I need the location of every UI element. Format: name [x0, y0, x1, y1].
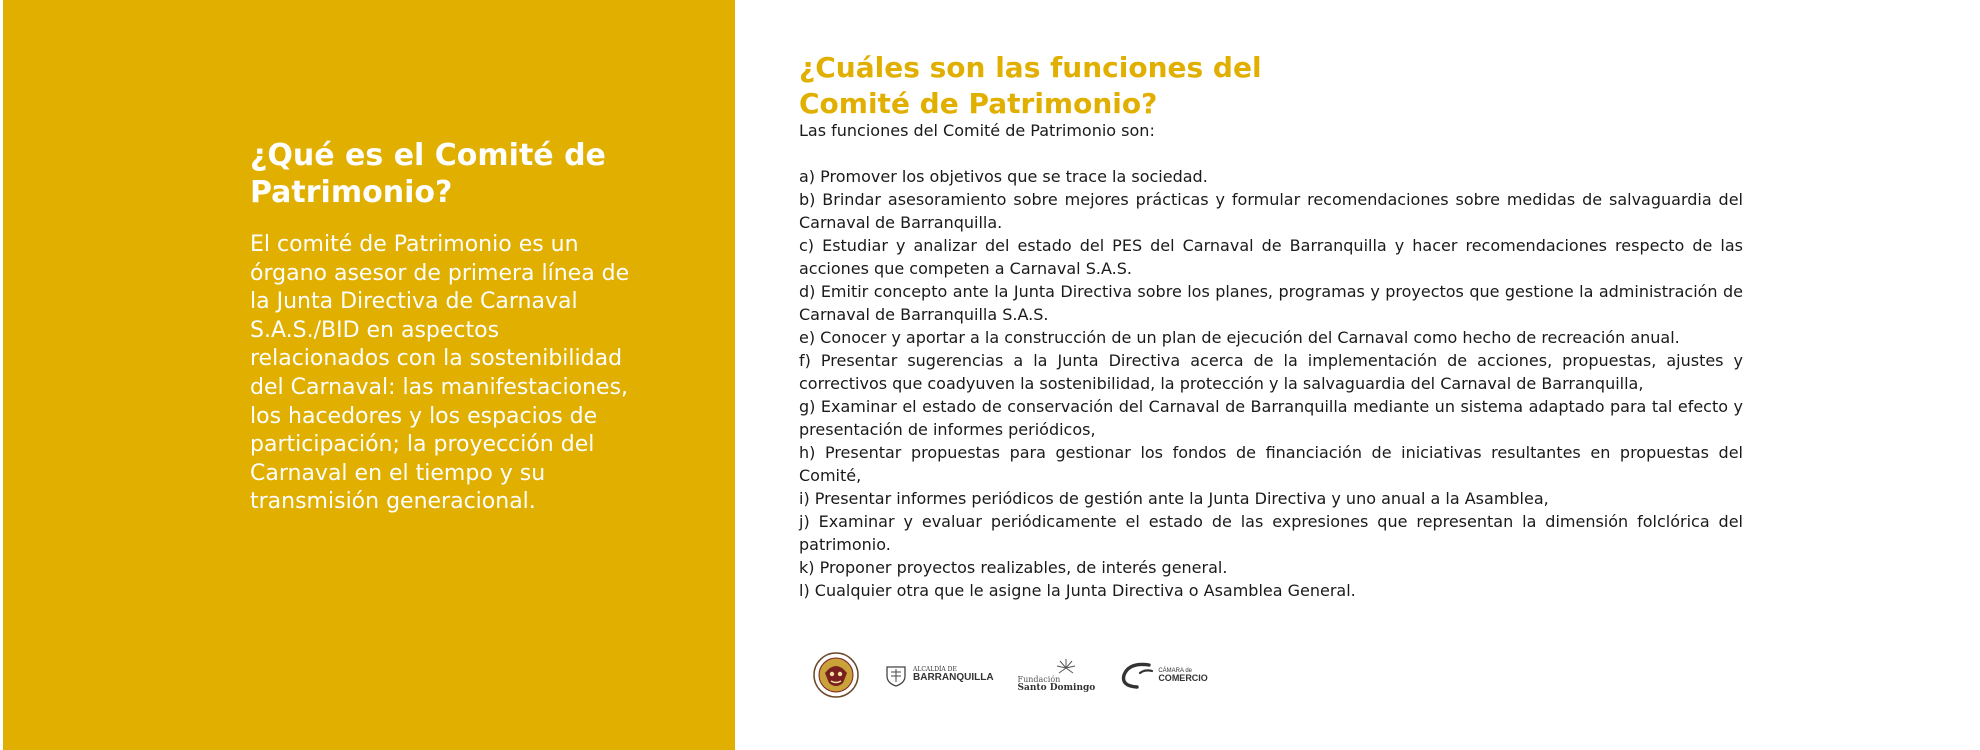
functions-title: ¿Cuáles son las funciones del Comité de Patrimonio?	[799, 51, 1262, 120]
carnaval-logo	[812, 651, 860, 699]
left-title: ¿Qué es el Comité de Patrimonio?	[250, 138, 606, 210]
function-item-i: i) Presentar informes periódicos de gestión ante la Junta Directiva y uno anual a la Asamblea,	[799, 489, 1549, 508]
fundacion-main-text: Santo Domingo	[1017, 682, 1096, 693]
swoosh-icon	[1119, 660, 1155, 690]
alcaldia-logo	[884, 663, 994, 687]
carnaval-emblem-icon	[812, 651, 860, 699]
function-item-j: j) Examinar y evaluar periódicamente el estado de las expresiones que representan la dimensión folclórica del patrimonio.	[799, 512, 1743, 554]
camara-top-text: CÁMARA de	[1158, 667, 1192, 674]
function-item-b: b) Brindar asesoramiento sobre mejores prácticas y formular recomendaciones sobre medidas de salvaguardia del Carnaval de Barranquilla.	[799, 190, 1743, 232]
camara-main-text: COMERCIO	[1158, 672, 1208, 683]
fundacion-top-text: Fundación	[1017, 674, 1061, 684]
function-item-d: d) Emitir concepto ante la Junta Directiva sobre los planes, programas y proyectos que gestione la administración de Carnaval de Barranquilla S.A.S.	[799, 282, 1743, 324]
left-description: El comité de Patrimonio es un órgano asesor de primera línea de la Junta Directiva de Carnaval S.A.S./BID en aspectos relacionados con la sostenibilidad del Carnaval: las manifestaciones, los hacedores y los espacios de participación; la proyección del Carnaval en el tiempo y su transmisión generacional.	[250, 232, 630, 515]
shield-icon	[884, 663, 908, 687]
alcaldia-top-text: ALCALDÍA DE	[913, 666, 957, 673]
function-item-e: e) Conocer y aportar a la construcción de un plan de ejecución del Carnaval como hecho de recreación anual.	[799, 328, 1680, 347]
sponsor-logos	[812, 650, 1208, 700]
function-item-l: l) Cualquier otra que le asigne la Junta Directiva o Asamblea General.	[799, 581, 1356, 600]
alcaldia-main-text: BARRANQUILLA	[913, 672, 994, 683]
function-item-a: a) Promover los objetivos que se trace la sociedad.	[799, 167, 1208, 186]
sunburst-icon	[1018, 658, 1080, 676]
function-item-h: h) Presentar propuestas para gestionar los fondos de financiación de iniciativas resultantes en propuestas del Comité,	[799, 443, 1743, 485]
functions-list	[799, 165, 1743, 602]
function-item-k: k) Proponer proyectos realizables, de interés general.	[799, 558, 1228, 577]
fundacion-logo	[1018, 658, 1096, 693]
functions-intro: Las funciones del Comité de Patrimonio son:	[799, 121, 1155, 140]
function-item-f: f) Presentar sugerencias a la Junta Directiva acerca de la implementación de acciones, propuestas, ajustes y correctivos que coadyuven la sostenibilidad, la protección y la salvaguardia del Carnaval de Barranquilla,	[799, 351, 1743, 393]
function-item-g: g) Examinar el estado de conservación del Carnaval de Barranquilla mediante un sistema adaptado para tal efecto y presentación de informes periódicos,	[799, 397, 1743, 439]
function-item-c: c) Estudiar y analizar del estado del PES del Carnaval de Barranquilla y hacer recomendaciones respecto de las acciones que competen a Carnaval S.A.S.	[799, 236, 1743, 278]
camara-logo	[1119, 660, 1208, 690]
